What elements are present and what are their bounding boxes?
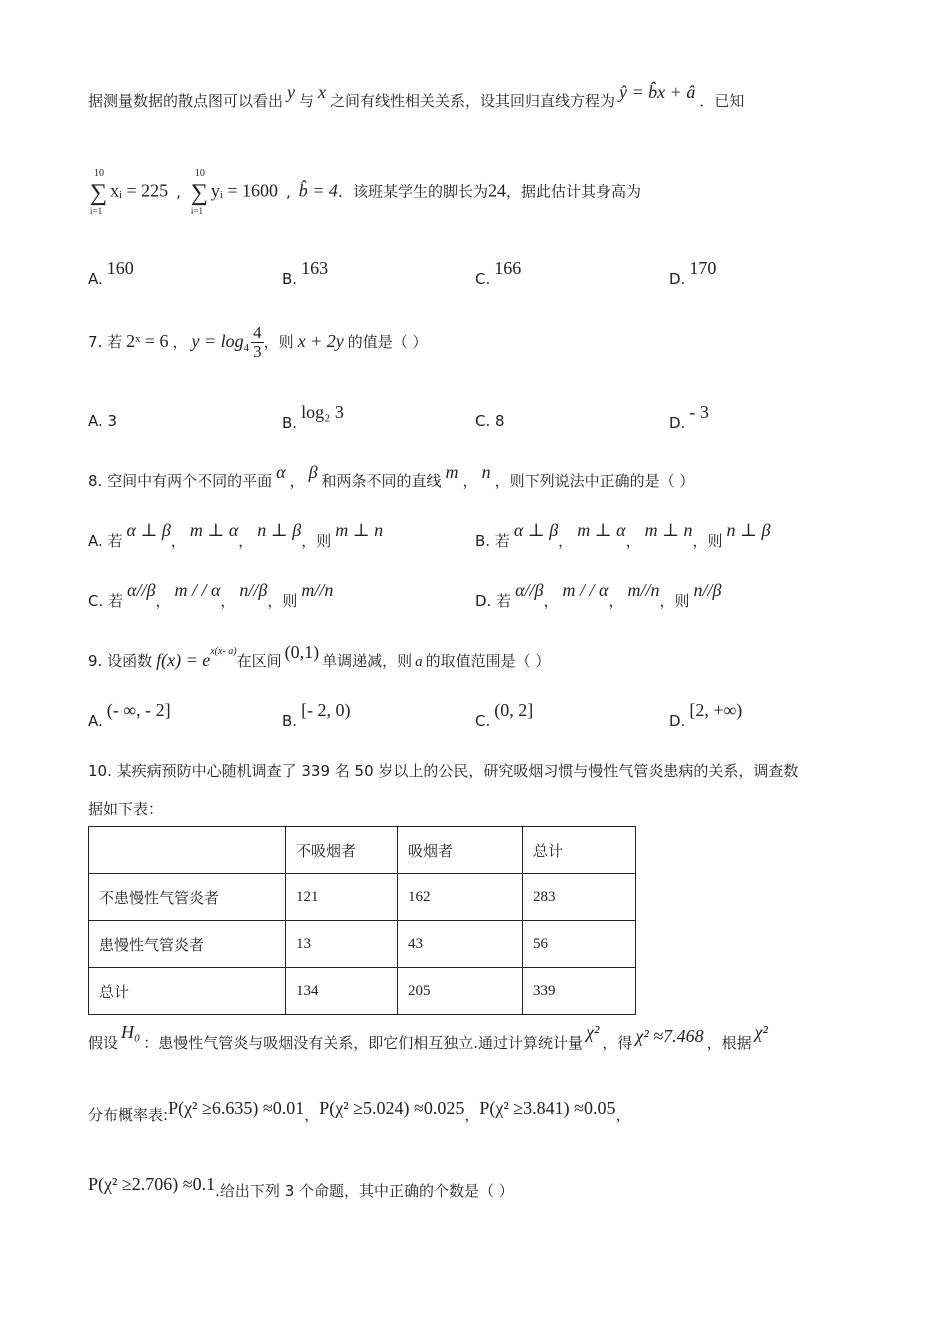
q7-expr: x + 2y — [297, 331, 344, 351]
q7-option-b[interactable]: B.log₂ 3 — [282, 402, 344, 432]
q6-line1 — [88, 82, 745, 111]
q9-option-b[interactable]: B.[- 2, 0) — [282, 700, 351, 730]
chi-square-symbol: χ² — [586, 1022, 600, 1042]
q9-option-a[interactable]: A.(- ∞, - 2] — [88, 700, 171, 730]
sum-y-value: yᵢ = 1600 — [210, 180, 278, 201]
survey-table — [88, 826, 636, 1015]
q7-stem: 7. 若 2ˣ = 6 ， $y = \log_4$ $\frac{4}{3}$ ，则 x + 2y 的值是（ ） — [88, 323, 428, 361]
q8-option-a[interactable]: A. 若α ⊥ β，m ⊥ α，n ⊥ β，则m ⊥ n — [88, 520, 384, 550]
q6-text-f: ，据此估计其身高为 — [505, 182, 641, 201]
beta: β — [308, 462, 318, 482]
q7-option-a[interactable]: A. 3 — [88, 412, 118, 430]
line-m: m — [445, 462, 459, 482]
q6-text-d: ．已知 — [699, 92, 745, 110]
table-row — [89, 968, 636, 1015]
dist-prefix: 分布概率表: — [88, 1106, 169, 1124]
var-a: a — [415, 654, 423, 670]
table-cell: 吸烟者 — [398, 827, 523, 874]
alpha: α — [276, 462, 286, 482]
q6-line2: 10 ∑ i=1 xᵢ = 225 , 10 ∑ i=1 yᵢ = 1600 , b̂ = 4．该班某学生的脚长为24，据此估计其身高为 — [90, 168, 641, 216]
q10-distribution: 分布概率表:P(χ² ≥6.635) ≈0.01，P(χ² ≥5.024) ≈0.025，P(χ² ≥3.841) ≈0.05， — [88, 1098, 631, 1124]
q6-option-b[interactable]: B.163 — [282, 258, 329, 288]
q10-line1: 10. 某疾病预防中心随机调查了 339 名 50 岁以上的公民，研究吸烟习惯与慢性气管炎患病的关系，调查数 — [88, 762, 799, 780]
q9-suffix-b: 的取值范围是（ ） — [425, 652, 551, 670]
line-n: n — [481, 462, 491, 482]
regression-equation: ŷ = b̂x + â — [619, 82, 696, 102]
h0-symbol: H₀ — [121, 1022, 141, 1042]
table-cell: 121 — [286, 874, 398, 921]
table-cell: 339 — [523, 968, 636, 1015]
table-cell: 205 — [398, 968, 523, 1015]
final-text: .给出下列 3 个命题，其中正确的个数是（ ） — [215, 1182, 514, 1200]
var-x: x — [318, 82, 327, 102]
chi-square-symbol: χ² — [754, 1022, 768, 1042]
function-f: f(x) = e — [156, 650, 211, 670]
q7-suffix: 的值是（ ） — [347, 333, 428, 351]
table-cell: 总计 — [523, 827, 636, 874]
q6-text-b: 与 — [299, 92, 315, 110]
h-text: ：患慢性气管炎与吸烟没有关系，即它们相互独立.通过计算统计量 — [143, 1034, 584, 1052]
q7-option-d[interactable]: D.- 3 — [669, 402, 709, 432]
q8-option-b[interactable]: B. 若α ⊥ β，m ⊥ α，m ⊥ n，则n ⊥ β — [475, 520, 771, 550]
prob-6635: P(χ² ≥6.635) ≈0.01 — [168, 1098, 305, 1118]
q6-text-e: ．该班某学生的脚长为 — [337, 182, 488, 201]
table-cell: 13 — [286, 921, 398, 968]
prob-2706: P(χ² ≥2.706) ≈0.1 — [88, 1174, 216, 1194]
q9-option-d[interactable]: D.[2, +∞) — [669, 700, 743, 730]
table-row — [89, 874, 636, 921]
q6-option-a[interactable]: A.160 — [88, 258, 134, 288]
q9-option-c[interactable]: C.(0, 2] — [475, 700, 534, 730]
table-cell: 患慢性气管炎者 — [89, 921, 286, 968]
sum-x-value: xᵢ = 225 — [110, 180, 169, 201]
var-y: y — [287, 82, 296, 102]
q6-option-c[interactable]: C.166 — [475, 258, 522, 288]
q6-text-a: 据测量数据的散点图可以看出 — [88, 92, 284, 110]
q8-option-c[interactable]: C. 若α//β，m / / α，n//β，则m//n — [88, 580, 334, 610]
q10-hypothesis — [88, 1022, 768, 1053]
table-cell: 162 — [398, 874, 523, 921]
b-hat-value: b̂ = 4 — [298, 180, 338, 201]
q9-suffix-a: 单调递减，则 — [322, 652, 413, 670]
sum-symbol-x: 10 ∑ i=1 — [90, 168, 108, 216]
q6-text-c: 之间有线性相关关系，设其回归直线方程为 — [330, 92, 616, 110]
q8-stem: 8. 空间中有两个不同的平面 α ， β 和两条不同的直线 m ， n ，则下列说法中正确的是（ ） — [88, 462, 695, 490]
interval-0-1: (0,1) — [284, 642, 320, 662]
q7-eq2: y = log — [191, 331, 244, 351]
q10-line2: 据如下表： — [88, 800, 164, 818]
q8-text-b: 和两条不同的直线 — [321, 472, 442, 490]
table-cell — [89, 827, 286, 874]
table-cell: 不患慢性气管炎者 — [89, 874, 286, 921]
q7-eq1: 2ˣ = 6 — [126, 331, 169, 351]
by-text: ，根据 — [706, 1034, 752, 1052]
q8-text-a: 8. 空间中有两个不同的平面 — [88, 472, 273, 490]
table-cell: 283 — [523, 874, 636, 921]
q9-mid: 在区间 — [236, 652, 282, 670]
get-text: ，得 — [602, 1034, 633, 1052]
table-cell: 56 — [523, 921, 636, 968]
sum-symbol-y: 10 ∑ i=1 — [190, 168, 208, 216]
q7-prefix: 7. 若 — [88, 333, 123, 351]
table-cell: 不吸烟者 — [286, 827, 398, 874]
table-cell: 43 — [398, 921, 523, 968]
table-cell: 总计 — [89, 968, 286, 1015]
q7-middle: ，则 — [263, 333, 294, 351]
q9-stem — [88, 642, 551, 671]
q7-option-c[interactable]: C. 8 — [475, 412, 505, 430]
log-base: 4 — [243, 342, 250, 354]
q6-option-d[interactable]: D.170 — [669, 258, 717, 288]
table-cell: 134 — [286, 968, 398, 1015]
fraction-4-3: $\frac{4}{3}$ — [253, 323, 262, 361]
foot-length: 24 — [487, 180, 506, 201]
prob-3841: P(χ² ≥3.841) ≈0.05 — [479, 1098, 616, 1118]
prob-5024: P(χ² ≥5.024) ≈0.025 — [319, 1098, 465, 1118]
q9-prefix: 9. 设函数 — [88, 652, 153, 670]
q8-option-d[interactable]: D. 若α//β，m / / α，m//n，则n//β — [475, 580, 722, 610]
q8-text-c: ，则下列说法中正确的是（ ） — [494, 472, 695, 490]
h-prefix: 假设 — [88, 1034, 119, 1052]
function-exponent: x(x- a) — [210, 646, 237, 657]
table-row — [89, 921, 636, 968]
table-header-row — [89, 827, 636, 874]
chi-square-value: χ² ≈7.468 — [635, 1026, 704, 1046]
q10-final — [88, 1174, 514, 1201]
